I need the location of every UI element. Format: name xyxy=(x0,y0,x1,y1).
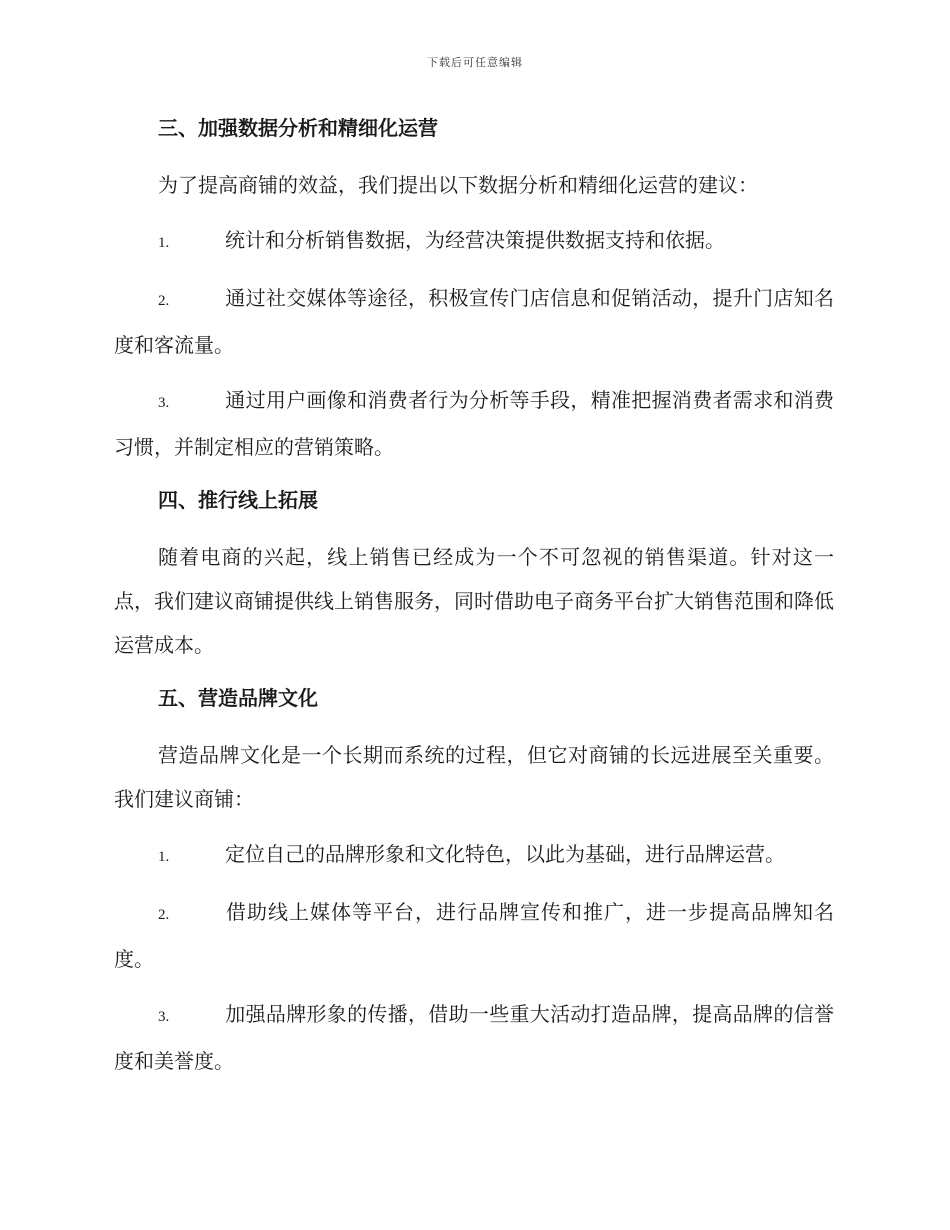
list-number: 2. xyxy=(158,907,170,923)
list-number: 1. xyxy=(158,849,170,865)
list-number: 2. xyxy=(158,293,170,309)
section-intro: 随着电商的兴起，线上销售已经成为一个不可忽视的销售渠道。针对这一点，我们建议商铺提供线上销售服务，同时借助电子商务平台扩大销售范围和降低运营成本。 xyxy=(114,545,834,657)
section-intro: 营造品牌文化是一个长期而系统的过程，但它对商铺的长远进展至关重要。我们建议商铺： xyxy=(114,743,834,811)
list-number: 3. xyxy=(158,395,170,411)
section-heading: 四、推行线上拓展 xyxy=(158,488,318,512)
document-body xyxy=(114,108,834,1094)
list-item xyxy=(114,218,834,265)
list-number: 1. xyxy=(158,235,170,251)
list-item xyxy=(114,992,834,1083)
list-item xyxy=(114,832,834,879)
list-text: 通过用户画像和消费者行为分析等手段，精准把握消费者需求和消费习惯，并制定相应的营销策略。 xyxy=(114,388,834,459)
list-text: 借助线上媒体等平台，进行品牌宣传和推广，进一步提高品牌知名度。 xyxy=(114,900,834,971)
page-header: 下载后可任意编辑 xyxy=(427,56,523,69)
list-item xyxy=(114,378,834,469)
section-heading: 三、加强数据分析和精细化运营 xyxy=(158,116,438,140)
list-text: 统计和分析销售数据，为经营决策提供数据支持和依据。 xyxy=(225,228,725,252)
list-text: 加强品牌形象的传播，借助一些重大活动打造品牌，提高品牌的信誉度和美誉度。 xyxy=(114,1002,834,1073)
list-item xyxy=(114,890,834,981)
list-text: 通过社交媒体等途径，积极宣传门店信息和促销活动，提升门店知名度和客流量。 xyxy=(114,286,834,357)
list-item xyxy=(114,276,834,367)
section-heading: 五、营造品牌文化 xyxy=(158,686,318,710)
list-number: 3. xyxy=(158,1009,170,1025)
section-intro: 为了提高商铺的效益，我们提出以下数据分析和精细化运营的建议： xyxy=(158,173,758,197)
list-text: 定位自己的品牌形象和文化特色，以此为基础，进行品牌运营。 xyxy=(225,842,785,866)
